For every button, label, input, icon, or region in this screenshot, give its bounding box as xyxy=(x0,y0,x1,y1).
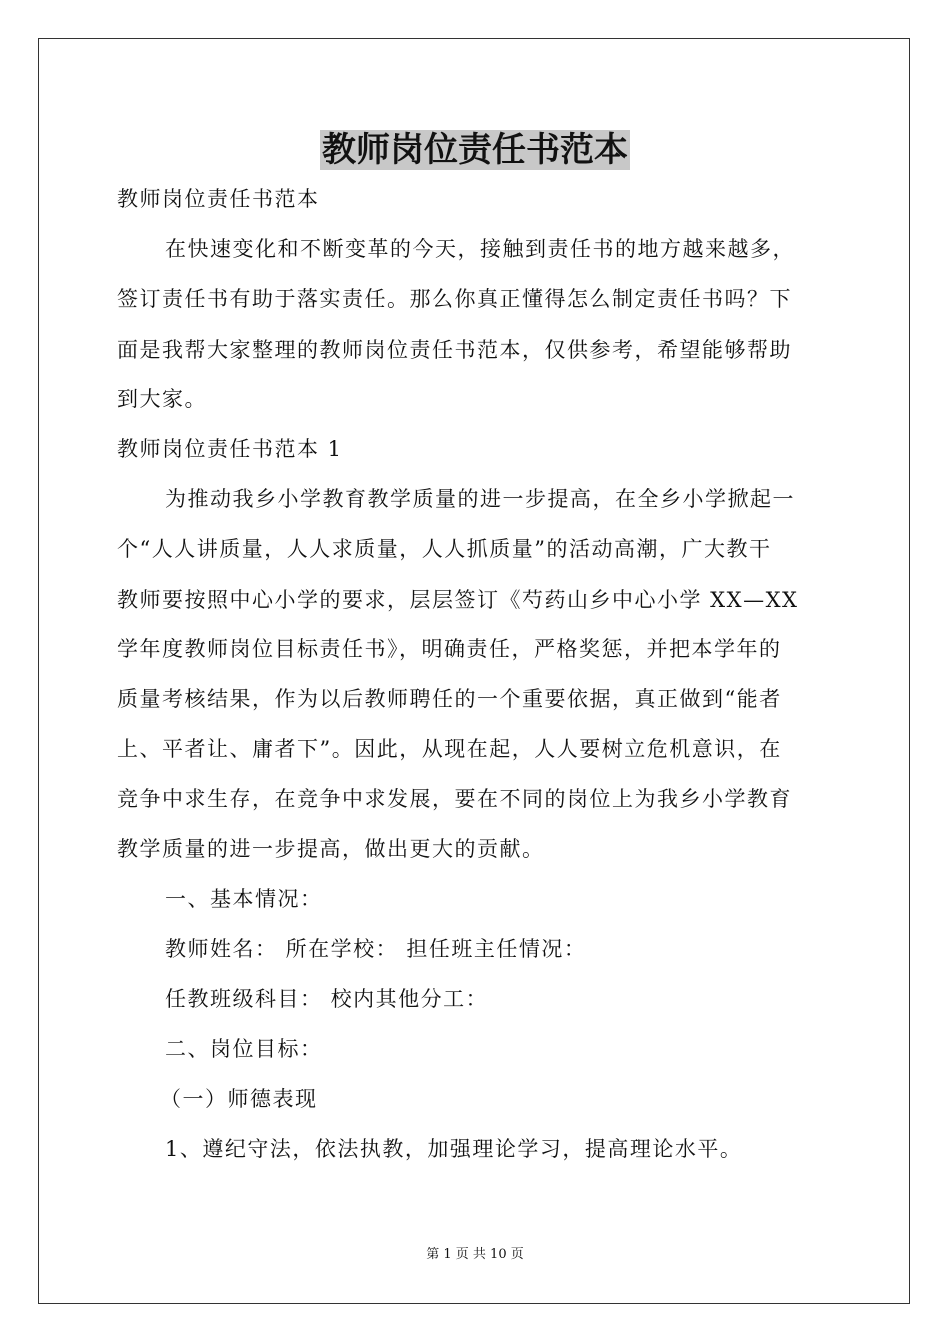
body-line-5: 质量考核结果，作为以后教师聘任的一个重要依据，真正做到“能者 xyxy=(117,687,782,711)
ethics-item-1: 1、遵纪守法，依法执教，加强理论学习，提高理论水平。 xyxy=(165,1137,743,1161)
page-border xyxy=(38,38,910,1304)
document-title xyxy=(0,128,950,172)
body-line-2: 个“人人讲质量，人人求质量，人人抓质量”的活动高潮，广大教干 xyxy=(117,537,772,561)
body-line-7: 竞争中求生存，在竞争中求发展，要在不同的岗位上为我乡小学教育 xyxy=(117,787,792,811)
body-line-6: 上、平者让、庸者下”。因此，从现在起，人人要树立危机意识，在 xyxy=(117,737,782,761)
body-line-1: 为推动我乡小学教育教学质量的进一步提高，在全乡小学掀起一 xyxy=(165,487,795,511)
intro-line-4: 到大家。 xyxy=(117,387,207,411)
intro-line-3: 面是我帮大家整理的教师岗位责任书范本，仅供参考，希望能够帮助 xyxy=(117,338,792,362)
body-line-8: 教学质量的进一步提高，做出更大的贡献。 xyxy=(117,837,545,861)
document-title-text: 教师岗位责任书范本 xyxy=(322,130,628,170)
section-heading-1: 教师岗位责任书范本 1 xyxy=(117,437,343,461)
teacher-info-line: 教师姓名： 所在学校： 担任班主任情况： xyxy=(165,937,587,961)
subtitle-line: 教师岗位责任书范本 xyxy=(117,187,320,211)
class-info-line: 任教班级科目： 校内其他分工： xyxy=(165,987,489,1011)
intro-line-2: 签订责任书有助于落实责任。那么你真正懂得怎么制定责任书吗？下 xyxy=(117,287,792,311)
basic-info-heading: 一、基本情况： xyxy=(165,887,323,911)
page-footer: 第 1 页 共 10 页 xyxy=(426,1247,524,1262)
body-line-4: 学年度教师岗位目标责任书》，明确责任，严格奖惩，并把本学年的 xyxy=(117,637,782,661)
body-line-3: 教师要按照中心小学的要求，层层签订《芍药山乡中心小学 XX—XX xyxy=(117,588,799,612)
ethics-subheading: （一）师德表现 xyxy=(160,1087,318,1111)
intro-line-1: 在快速变化和不断变革的今天，接触到责任书的地方越来越多， xyxy=(165,237,795,261)
goals-heading: 二、岗位目标： xyxy=(165,1037,323,1061)
